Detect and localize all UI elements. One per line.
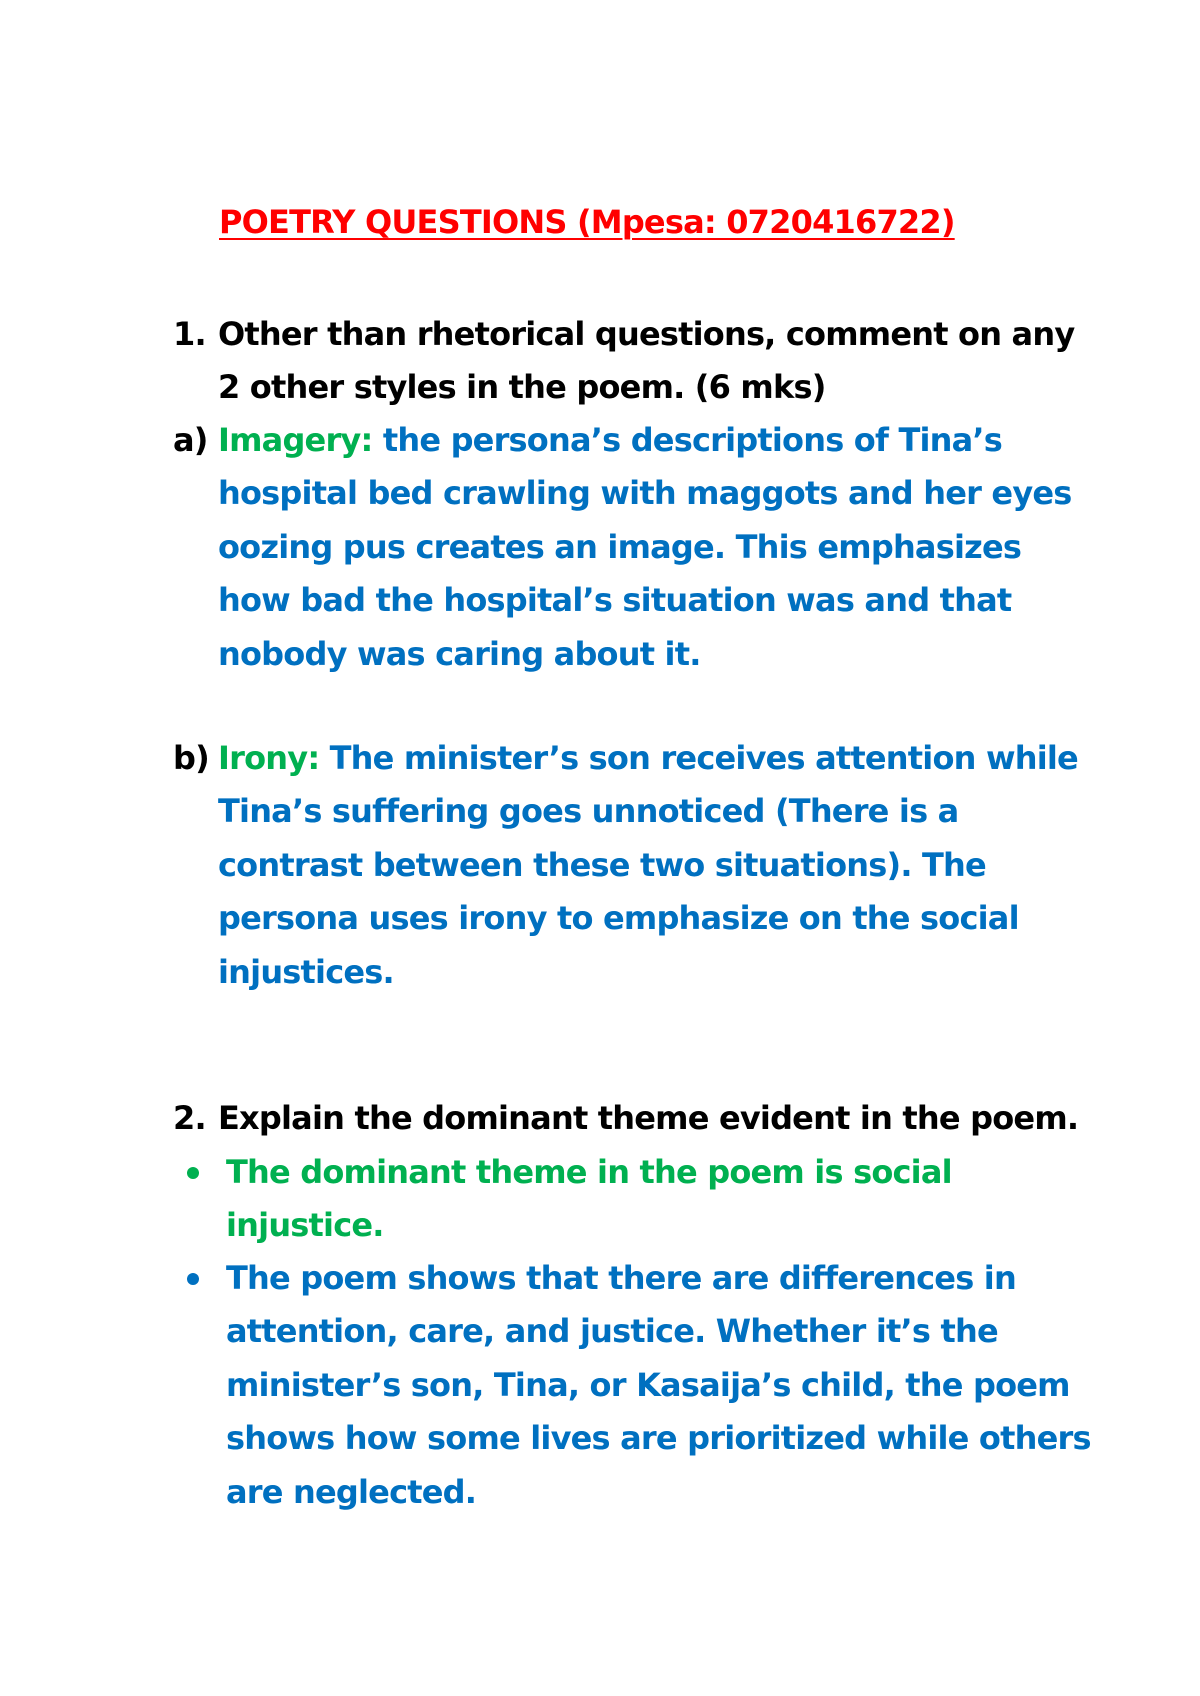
bullet-dot-icon [187,1273,199,1285]
bullet-dot-icon [187,1167,199,1179]
bullet-text: The poem shows that there are differences in attention, care, and justice. Whether it’s the minister’s son, Tina, or Kasaija’s child, the poem shows how some lives are prioritized while others are neglected. [226,1259,1091,1511]
answer-text [218,414,1098,681]
question-text: Explain the dominant theme evident in the poem. [218,1099,1079,1137]
answer-marker: b) [173,739,209,777]
answer-body: The minister’s son receives attention while Tina’s suffering goes unnoticed (There is a contrast between these two situations). The persona uses irony to emphasize on the social injustices. [218,739,1078,991]
answer-text [218,732,1098,999]
style-term: Imagery: [218,421,373,459]
question-number: 2. [173,1099,206,1137]
bullet-text: The dominant theme in the poem is social injustice. [226,1153,952,1245]
question-text: Other than rhetorical questions, comment on any 2 other styles in the poem. (6 mks) [218,315,1075,407]
answer-body: the persona’s descriptions of Tina’s hospital bed crawling with maggots and her eyes oozing pus creates an image. This emphasizes how bad the hospital’s situation was and that nobody was caring about it. [218,421,1072,673]
question-number: 1. [173,315,206,353]
answer-marker: a) [173,421,208,459]
style-term: Irony: [218,739,320,777]
page-title: POETRY QUESTIONS (Mpesa: 0720416722) [219,203,955,241]
